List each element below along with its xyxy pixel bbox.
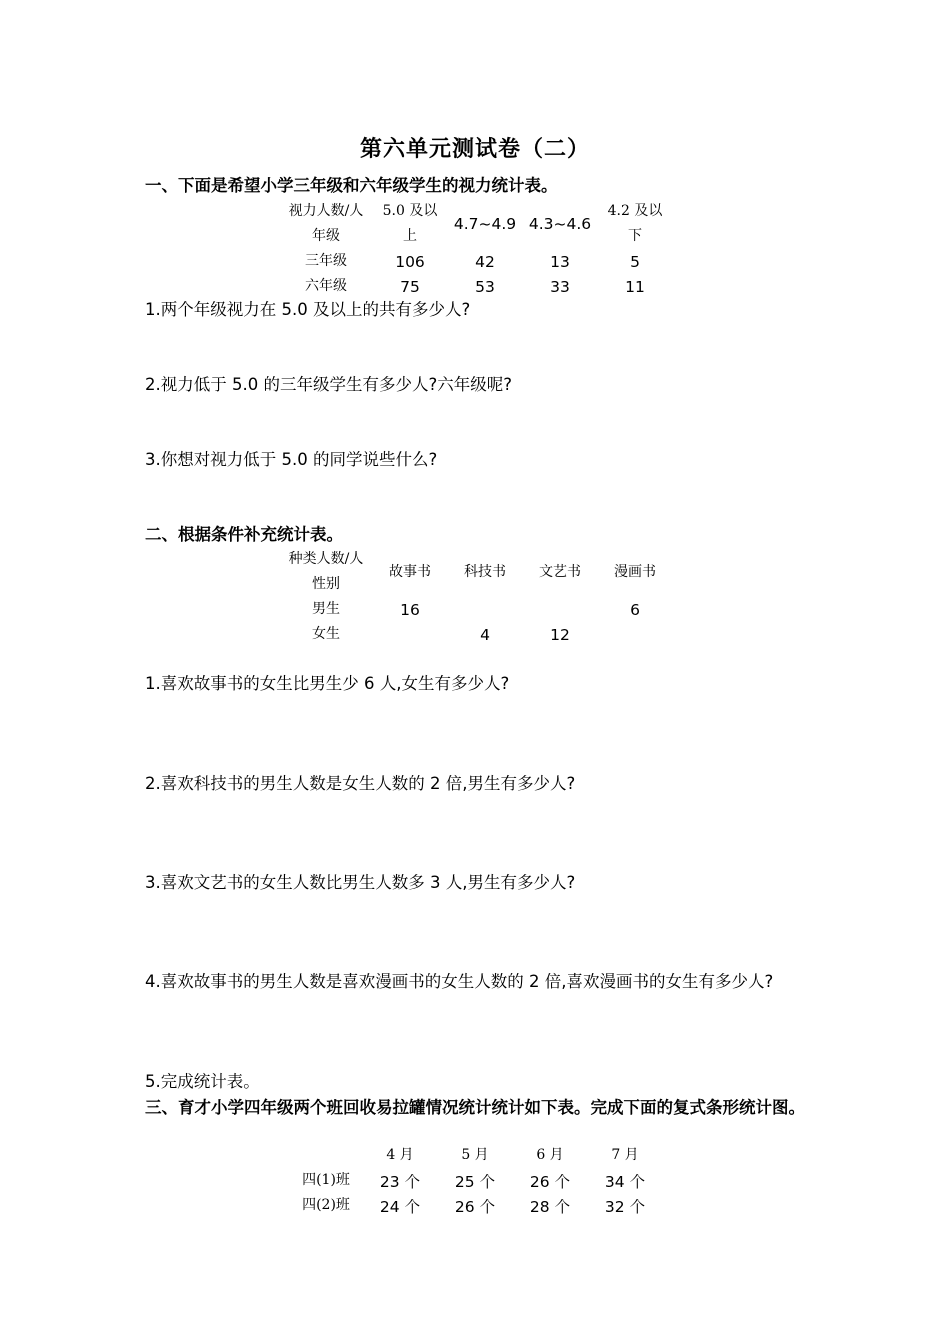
table-cell: 16 [400,600,420,619]
corner-bottom-label: 年级 [312,228,340,244]
table-cell: 13 [550,252,570,271]
col1-line-b: 上 [403,228,417,244]
vision-col-header-4-7: 4.7~4.9 [453,215,517,233]
books-col-header: 故事书 [389,563,431,580]
cans-col-header: 6 月 [536,1147,564,1163]
table-cell: 5 [630,252,640,271]
books-table [276,547,676,647]
books-col-header: 科技书 [464,563,506,580]
question-2-1: 1.喜欢故事书的女生比男生少 6 人,女生有多少人? [145,674,510,693]
question-1-3: 3.你想对视力低于 5.0 的同学说些什么? [145,450,438,469]
section3-heading: 三、育才小学四年级两个班回收易拉罐情况统计统计如下表。完成下面的复式条形统计图。 [145,1098,805,1117]
cans-table-corner-cell [276,1143,376,1168]
table-row [276,622,676,647]
row-label: 四(2)班 [302,1197,350,1213]
cans-table [276,1143,676,1218]
question-1-2: 2.视力低于 5.0 的三年级学生有多少人?六年级呢? [145,375,512,394]
cans-col-header: 7 月 [611,1147,639,1163]
table-cell: 26 个 [529,1172,571,1191]
table-cell: 42 [475,252,495,271]
question-2-5: 5.完成统计表。 [145,1072,260,1091]
cans-col-header: 4 月 [386,1147,414,1163]
corner-top-label: 种类人数/人 [288,551,364,567]
col4-line-b: 下 [628,228,642,244]
section1-heading: 一、下面是希望小学三年级和六年级学生的视力统计表。 [145,176,558,195]
table-cell [376,622,444,647]
books-col-header: 漫画书 [614,563,656,580]
vision-table-corner-cell [276,199,376,249]
corner-bottom-label: 性别 [312,576,340,592]
cans-col-header: 5 月 [461,1147,489,1163]
table-cell: 11 [625,277,645,296]
table-cell: 6 [630,600,640,619]
row-label: 男生 [312,601,340,617]
row-label: 三年级 [305,253,347,269]
page-title: 第六单元测试卷（二） [359,136,590,162]
table-cell: 34 个 [604,1172,646,1191]
vision-table-header-row [276,199,676,249]
corner-top-label: 视力人数/人 [288,203,364,219]
question-2-3: 3.喜欢文艺书的女生人数比男生人数多 3 人,男生有多少人? [145,873,576,892]
table-cell: 28 个 [529,1197,571,1216]
row-label: 六年级 [305,278,347,294]
table-row [276,1168,676,1193]
table-row [276,1193,676,1218]
table-cell: 53 [475,277,495,296]
table-cell: 4 [480,625,490,644]
table-row [276,597,676,622]
table-row [276,274,676,299]
vision-col-header-5-0 [376,199,444,249]
question-2-4: 4.喜欢故事书的男生人数是喜欢漫画书的女生人数的 2 倍,喜欢漫画书的女生有多少人? [145,972,774,991]
col4-line-a: 4.2 及以 [607,203,663,219]
row-label: 女生 [312,626,340,642]
section2-heading: 二、根据条件补充统计表。 [145,525,343,544]
books-col-header: 文艺书 [539,563,581,580]
table-cell: 106 [395,252,425,271]
table-row [276,249,676,274]
table-cell: 26 个 [454,1197,496,1216]
table-cell [444,597,526,622]
row-label: 四(1)班 [302,1172,350,1188]
table-cell [526,597,594,622]
question-2-2: 2.喜欢科技书的男生人数是女生人数的 2 倍,男生有多少人? [145,774,576,793]
vision-col-header-4-3: 4.3~4.6 [528,215,592,233]
table-cell: 25 个 [454,1172,496,1191]
cans-table-header-row [276,1143,676,1168]
books-table-header-row [276,547,676,597]
table-cell: 33 [550,277,570,296]
table-cell: 32 个 [604,1197,646,1216]
table-cell: 24 个 [379,1197,421,1216]
vision-table [276,199,676,299]
table-cell: 12 [550,625,570,644]
table-cell [594,622,676,647]
books-table-corner-cell [276,547,376,597]
vision-col-header-4-2 [594,199,676,249]
question-1-1: 1.两个年级视力在 5.0 及以上的共有多少人? [145,300,471,319]
table-cell: 23 个 [379,1172,421,1191]
col1-line-a: 5.0 及以 [382,203,438,219]
table-cell: 75 [400,277,420,296]
